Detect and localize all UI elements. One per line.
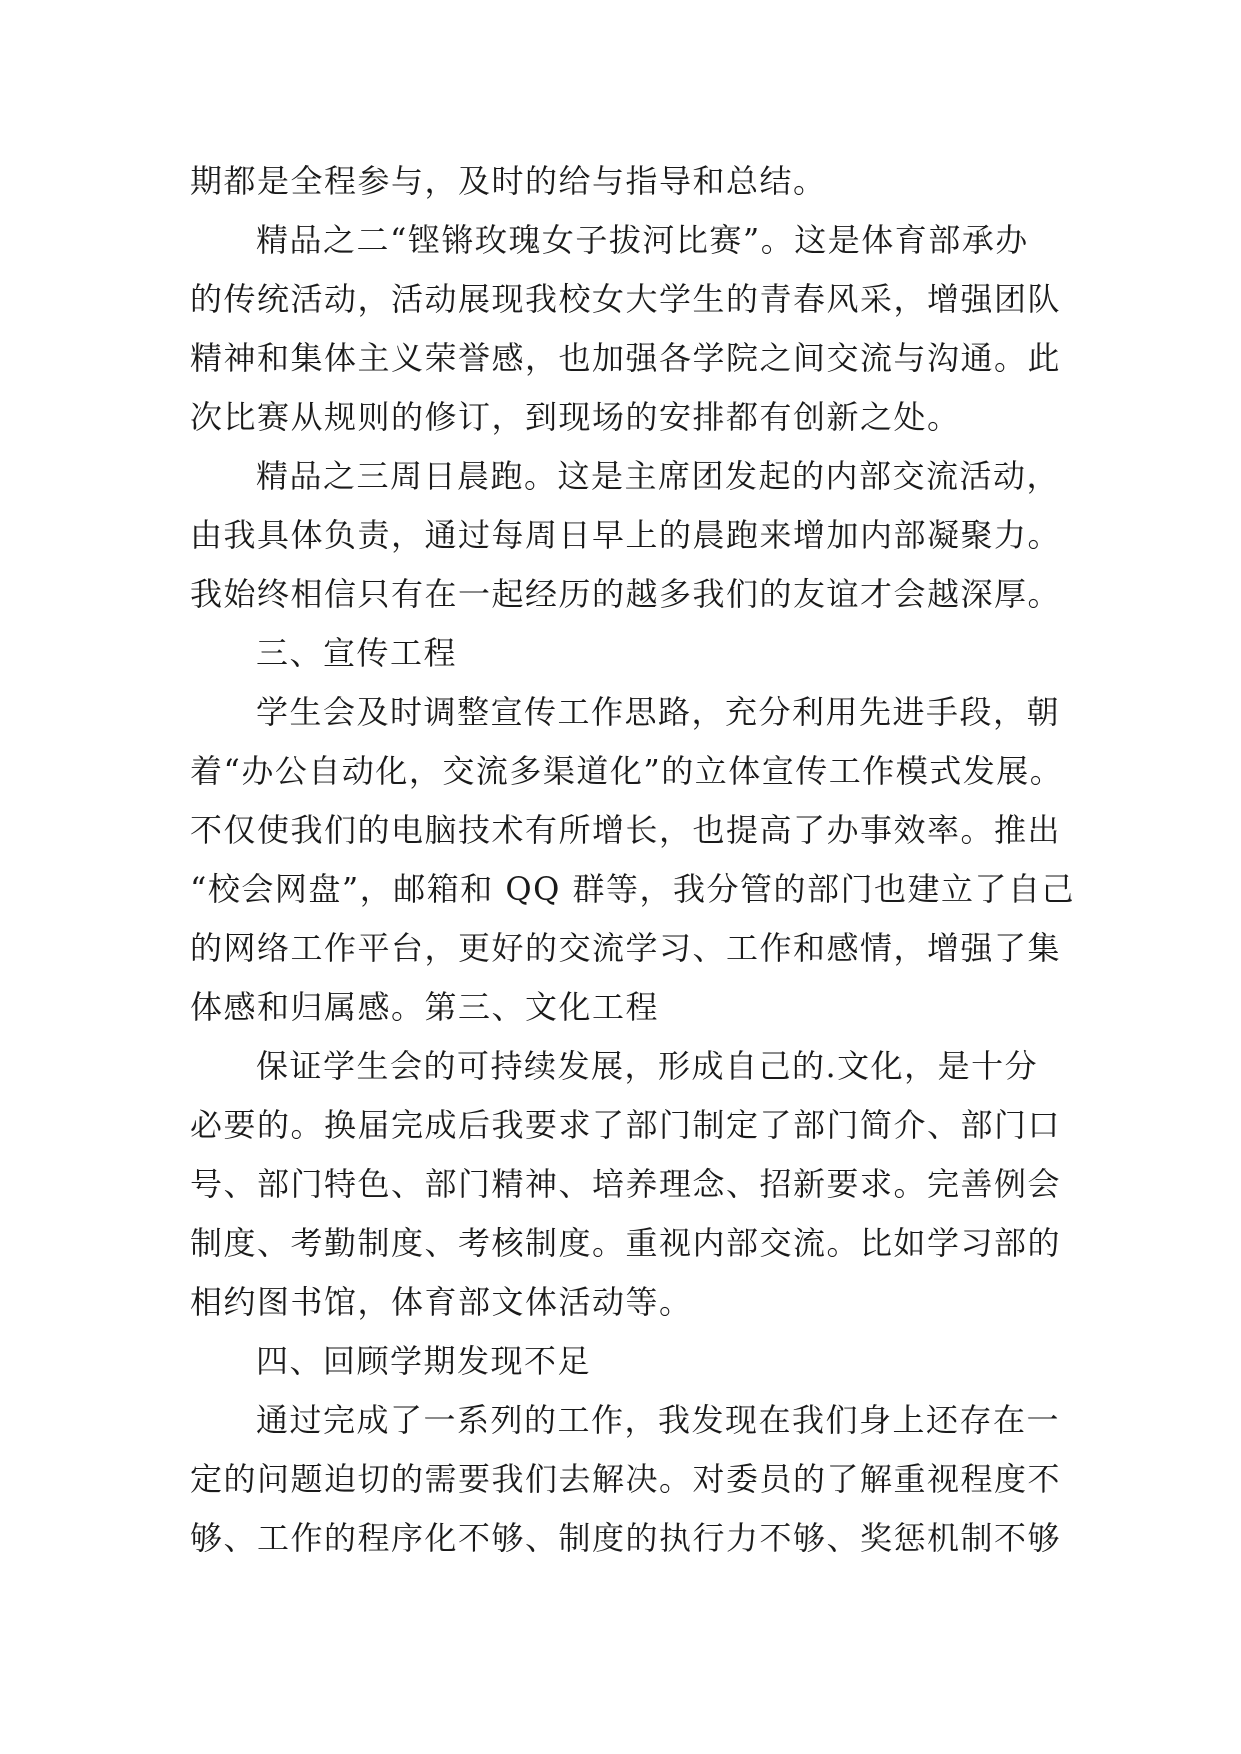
text-line: 保证学生会的可持续发展，形成自己的.文化，是十分	[256, 1047, 1039, 1085]
section-heading: 四、回顾学期发现不足	[256, 1342, 592, 1380]
text-line: 着“办公自动化，交流多渠道化”的立体宣传工作模式发展。	[190, 752, 1064, 790]
section-heading: 三、宣传工程	[256, 634, 458, 672]
text-line: 精神和集体主义荣誉感，也加强各学院之间交流与沟通。此	[190, 339, 1062, 377]
text-line: 学生会及时调整宣传工作思路，充分利用先进手段，朝	[256, 693, 1061, 731]
text-line: 次比赛从规则的修订，到现场的安排都有创新之处。	[190, 398, 961, 436]
text-line: 够、工作的程序化不够、制度的执行力不够、奖惩机制不够	[190, 1519, 1062, 1557]
document-body	[190, 152, 1076, 1568]
text-line: 精品之二“铿锵玫瑰女子拔河比赛”。这是体育部承办	[256, 221, 1029, 259]
text-line: 由我具体负责，通过每周日早上的晨跑来增加内部凝聚力。	[190, 516, 1062, 554]
text-line: 的网络工作平台，更好的交流学习、工作和感情，增强了集	[190, 929, 1062, 967]
text-line: 精品之三周日晨跑。这是主席团发起的内部交流活动，	[256, 457, 1061, 495]
text-line: 制度、考勤制度、考核制度。重视内部交流。比如学习部的	[190, 1224, 1062, 1262]
text-line: 体感和归属感。第三、文化工程	[190, 988, 660, 1026]
text-line: 相约图书馆，体育部文体活动等。	[190, 1283, 693, 1321]
text-line: 定的问题迫切的需要我们去解决。对委员的了解重视程度不	[190, 1460, 1062, 1498]
text-line: 的传统活动，活动展现我校女大学生的青春风采，增强团队	[190, 280, 1062, 318]
text-line: 必要的。换届完成后我要求了部门制定了部门简介、部门口	[190, 1106, 1062, 1144]
text-line: 号、部门特色、部门精神、培养理念、招新要求。完善例会	[190, 1165, 1062, 1203]
text-line: 通过完成了一系列的工作，我发现在我们身上还存在一	[256, 1401, 1061, 1439]
text-line: “校会网盘”，邮箱和 QQ 群等，我分管的部门也建立了自己	[190, 870, 1076, 908]
text-line: 不仅使我们的电脑技术有所增长，也提高了办事效率。推出	[190, 811, 1062, 849]
text-line: 期都是全程参与，及时的给与指导和总结。	[190, 162, 827, 200]
text-line: 我始终相信只有在一起经历的越多我们的友谊才会越深厚。	[190, 575, 1062, 613]
